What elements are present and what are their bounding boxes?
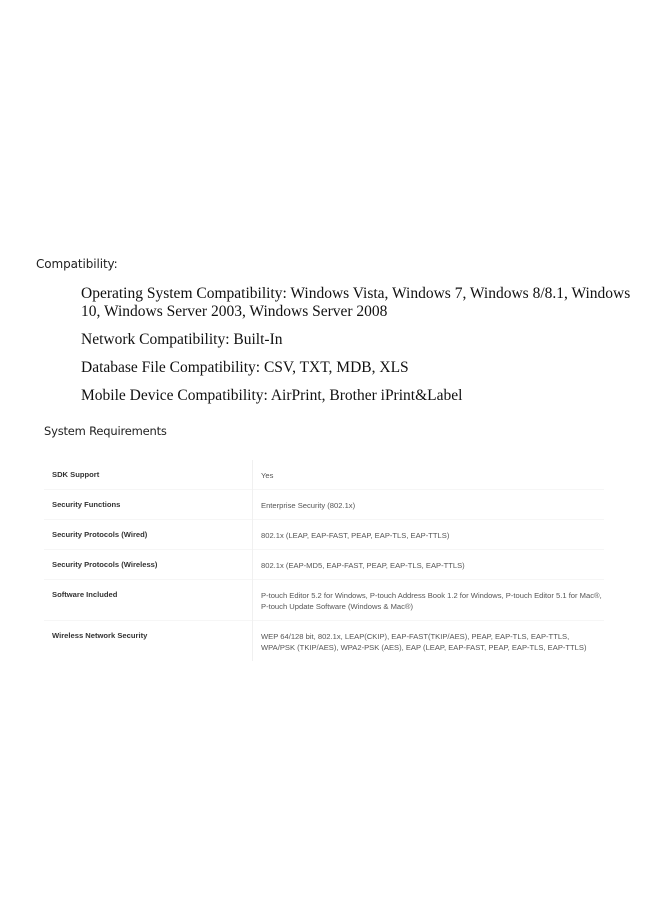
row-value: Yes (253, 460, 605, 490)
row-label: Security Protocols (Wired) (44, 520, 253, 550)
mobile-device-compatibility: Mobile Device Compatibility: AirPrint, Brother iPrint&Label (81, 387, 463, 404)
row-value: 802.1x (EAP-MD5, EAP-FAST, PEAP, EAP-TLS, EAP-TTLS) (253, 550, 605, 580)
table-row (44, 520, 604, 550)
row-label: Software Included (44, 580, 253, 621)
system-requirements-table (44, 460, 604, 661)
row-value: WEP 64/128 bit, 802.1x, LEAP(CKIP), EAP-FAST(TKIP/AES), PEAP, EAP-TLS, EAP-TTLS, WPA/PSK (TKIP/AES), WPA2-PSK (AES), EAP (LEAP, EAP-FAST, PEAP, EAP-TLS, EAP-TTLS) (253, 621, 605, 662)
network-compatibility: Network Compatibility: Built-In (81, 331, 283, 348)
row-value: P-touch Editor 5.2 for Windows, P-touch Address Book 1.2 for Windows, P-touch Editor 5.1 for Mac®, P-touch Update Software (Windows & Mac®) (253, 580, 605, 621)
table-row (44, 621, 604, 662)
row-label: Security Functions (44, 490, 253, 520)
database-file-compatibility: Database File Compatibility: CSV, TXT, MDB, XLS (81, 359, 409, 376)
row-label: Security Protocols (Wireless) (44, 550, 253, 580)
row-value: Enterprise Security (802.1x) (253, 490, 605, 520)
row-label: Wireless Network Security (44, 621, 253, 662)
row-value: 802.1x (LEAP, EAP-FAST, PEAP, EAP-TLS, EAP-TTLS) (253, 520, 605, 550)
table-row (44, 460, 604, 490)
table-row (44, 580, 604, 621)
compatibility-heading: Compatibility: (36, 257, 118, 271)
os-compatibility: Operating System Compatibility: Windows Vista, Windows 7, Windows 8/8.1, Windows 10, Windows Server 2003, Windows Server 2008 (81, 285, 631, 320)
compatibility-list (81, 285, 641, 415)
row-label: SDK Support (52, 470, 100, 479)
system-requirements-heading: System Requirements (44, 424, 167, 438)
table-row (44, 490, 604, 520)
table-row (44, 550, 604, 580)
